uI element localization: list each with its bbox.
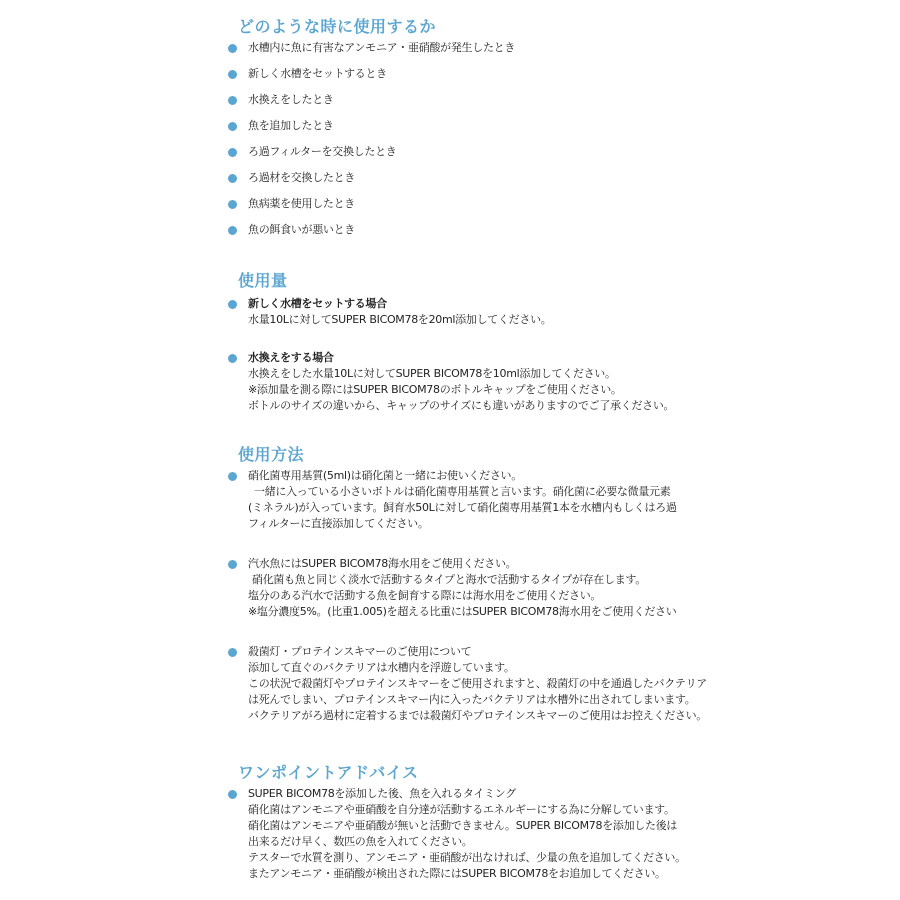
dosage-water-change — [248, 350, 674, 414]
list-item: ろ過材を交換したとき — [248, 171, 355, 184]
item-line: 硝化菌も魚と同じく淡水で活動するタイプと海水で活動するタイプが存在します。 — [252, 573, 646, 586]
bullet-icon — [228, 70, 237, 79]
item-line: ボトルのサイズの違いから、キャップのサイズにも違いがありますのでご了承ください。 — [248, 399, 675, 412]
item-line: 硝化菌専用基質(5ml)は硝化菌と一緒にお使いください。 — [248, 469, 522, 482]
item-heading: 新しく水槽をセットする場合 — [248, 297, 387, 310]
bullet-icon — [228, 790, 237, 799]
item-line: は死んでしまい、プロテインスキマー内に入ったバクテリアは水槽外に出されてしまいます。 — [248, 693, 696, 706]
item-line: 殺菌灯・プロテインスキマーのご使用について — [248, 645, 472, 658]
item-line: またアンモニア・亜硝酸が検出された際にはSUPER BICOM78をお追加してください。 — [248, 867, 666, 880]
bullet-icon — [228, 44, 237, 53]
usage-substrate — [248, 468, 677, 532]
item-line: 添加して直ぐのバクテリアは水槽内を浮遊しています。 — [248, 661, 515, 674]
bullet-icon — [228, 148, 237, 157]
item-line: 汽水魚にはSUPER BICOM78海水用をご使用ください。 — [248, 557, 517, 570]
list-item: 魚を追加したとき — [248, 119, 334, 132]
dosage-new-tank — [248, 296, 551, 328]
list-item: 水換えをしたとき — [248, 93, 334, 106]
item-line: 硝化菌はアンモニアや亜硝酸が無いと活動できません。SUPER BICOM78を添加した後は — [248, 819, 678, 832]
section-title-when-to-use: どのような時に使用するか — [238, 17, 437, 36]
item-line: 水量10Lに対してSUPER BICOM78を20ml添加してください。 — [248, 313, 552, 326]
item-line: バクテリアがろ過材に定着するまでは殺菌灯やプロテインスキマーのご使用はお控えください。 — [248, 709, 707, 722]
list-item: 新しく水槽をセットするとき — [248, 67, 387, 80]
bullet-icon — [228, 200, 237, 209]
item-line: 一緒に入っている小さいボトルは硝化菌専用基質と言います。硝化菌に必要な微量元素 — [254, 485, 671, 498]
list-item: 魚病薬を使用したとき — [248, 197, 355, 210]
bullet-icon — [228, 226, 237, 235]
section-title-dosage: 使用量 — [238, 271, 288, 290]
item-line: テスターで水質を測り、アンモニア・亜硝酸が出なければ、少量の魚を追加してください。 — [248, 851, 686, 864]
section-title-advice: ワンポイントアドバイス — [238, 763, 419, 782]
list-item: ろ過フィルターを交換したとき — [248, 145, 397, 158]
usage-brackish — [248, 556, 676, 620]
bullet-icon — [228, 648, 237, 657]
bullet-icon — [228, 472, 237, 481]
bullet-icon — [228, 174, 237, 183]
item-line: 出来るだけ早く、数匹の魚を入れてください。 — [248, 835, 473, 848]
list-item: 水槽内に魚に有害なアンモニア・亜硝酸が発生したとき — [248, 41, 516, 54]
section-title-usage: 使用方法 — [238, 445, 305, 464]
item-line: (ミネラル)が入っています。飼育水50Lに対して硝化菌専用基質1本を水槽内もしくはろ過 — [248, 501, 677, 514]
item-line: フィルターに直接添加してください。 — [248, 517, 429, 530]
item-line: ※添加量を測る際にはSUPER BICOM78のボトルキャップをご使用ください。 — [248, 383, 622, 396]
advice-timing — [248, 786, 686, 882]
item-line: ※塩分濃度5%。(比重1.005)を超える比重にはSUPER BICOM78海水用をご使用ください — [248, 605, 677, 618]
item-line: 塩分のある汽水で活動する魚を飼育する際には海水用をご使用ください。 — [248, 589, 602, 602]
bullet-icon — [228, 96, 237, 105]
list-item: 魚の餌食いが悪いとき — [248, 223, 355, 236]
bullet-icon — [228, 560, 237, 569]
item-heading: 水換えをする場合 — [248, 351, 334, 364]
item-line: 水換えをした水量10Lに対してSUPER BICOM78を10ml添加してください。 — [248, 367, 616, 380]
item-line: 硝化菌はアンモニアや亜硝酸を自分達が活動するエネルギーにする為に分解しています。 — [248, 803, 675, 816]
item-line: この状況で殺菌灯やプロテインスキマーをご使用されますと、殺菌灯の中を通過したバクテリア — [248, 677, 707, 690]
usage-sterilizer — [248, 644, 707, 724]
bullet-icon — [228, 354, 237, 363]
bullet-icon — [228, 300, 237, 309]
bullet-icon — [228, 122, 237, 131]
item-line: SUPER BICOM78を添加した後、魚を入れるタイミング — [248, 787, 516, 800]
